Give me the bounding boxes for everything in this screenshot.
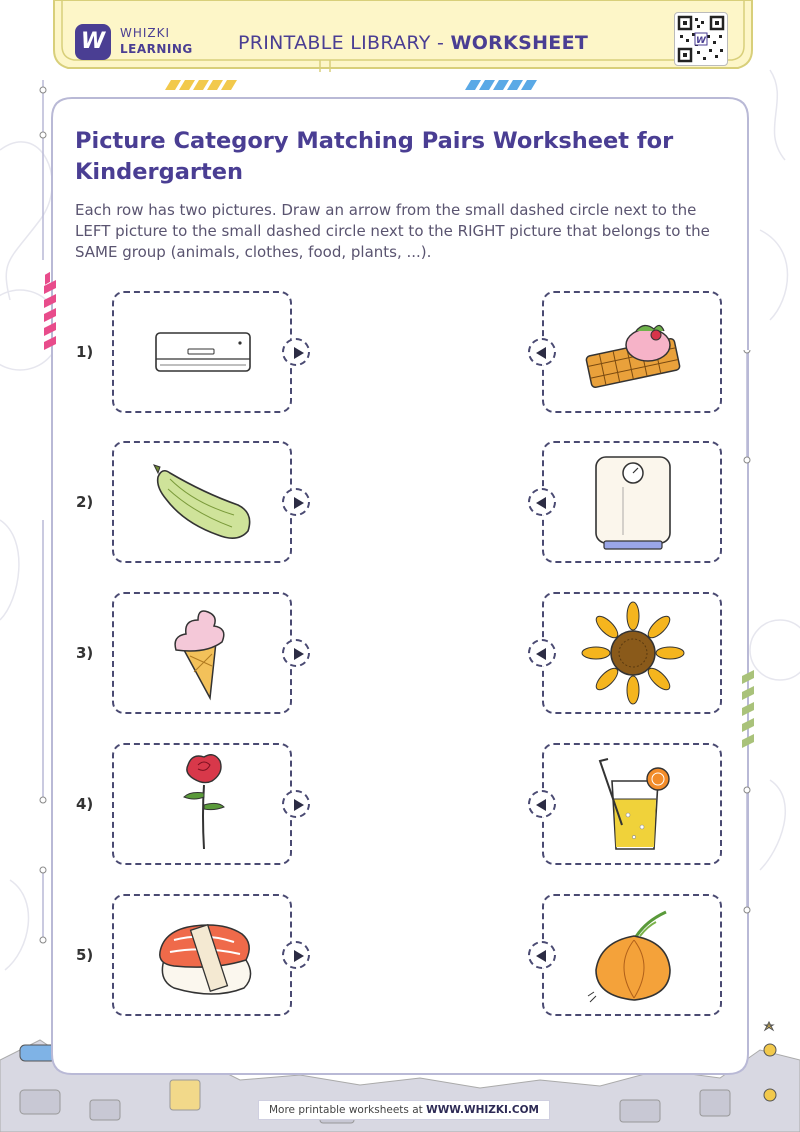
pink-stripes — [44, 280, 56, 350]
arrow-right-icon — [294, 347, 304, 359]
right-answer-circle[interactable] — [528, 790, 556, 818]
arrow-right-icon — [294, 799, 304, 811]
row-number: 1) — [76, 343, 94, 361]
right-picture-card — [542, 441, 722, 563]
arrow-right-icon — [294, 648, 304, 660]
left-answer-circle[interactable] — [282, 790, 310, 818]
brand-name-line1: WHIZKI — [120, 26, 171, 40]
whizki-logo-icon[interactable]: W — [75, 24, 111, 60]
header-title-bold: WORKSHEET — [450, 32, 589, 54]
right-answer-circle[interactable] — [528, 488, 556, 516]
air-conditioner-icon — [114, 293, 290, 411]
arrow-left-icon — [536, 950, 546, 962]
header-title — [238, 32, 588, 54]
arrow-right-icon — [294, 497, 304, 509]
right-picture-card — [542, 743, 722, 865]
footer-text: More printable worksheets at — [268, 1104, 427, 1116]
left-answer-circle[interactable] — [282, 338, 310, 366]
svg-text:W: W — [696, 36, 706, 46]
footer-url[interactable]: WWW.WHIZKI.COM — [426, 1104, 539, 1116]
sunflower-icon — [544, 594, 720, 712]
rose-icon — [114, 745, 290, 863]
left-side-rail — [36, 80, 50, 1080]
left-picture-card — [112, 441, 292, 563]
left-answer-circle[interactable] — [282, 941, 310, 969]
onion-icon — [544, 896, 720, 1014]
left-picture-card — [112, 291, 292, 413]
left-picture-card — [112, 894, 292, 1016]
lemonade-glass-icon — [544, 745, 720, 863]
footer-link[interactable] — [258, 1100, 550, 1120]
water-heater-icon — [544, 443, 720, 561]
arrow-left-icon — [536, 799, 546, 811]
arrow-left-icon — [536, 347, 546, 359]
right-answer-circle[interactable] — [528, 338, 556, 366]
ice-cream-cone-icon — [114, 594, 290, 712]
waffle-with-ice-cream-icon — [544, 293, 720, 411]
right-picture-card — [542, 592, 722, 714]
brand-name[interactable] — [120, 25, 193, 57]
left-answer-circle[interactable] — [282, 639, 310, 667]
arrow-left-icon — [536, 648, 546, 660]
right-answer-circle[interactable] — [528, 639, 556, 667]
row-number: 2) — [76, 493, 94, 511]
left-picture-card — [112, 743, 292, 865]
sushi-icon — [114, 896, 290, 1014]
row-number: 5) — [76, 946, 94, 964]
right-picture-card — [542, 291, 722, 413]
worksheet-instructions: Each row has two pictures. Draw an arrow from the small dashed circle next to the LEFT picture to the small dashed circle next to the RIGHT picture that belongs to the SAME group (animals, clothes, food, plants, ...). — [75, 201, 710, 261]
header-banner — [50, 0, 756, 74]
row-number: 3) — [76, 644, 94, 662]
right-picture-card — [542, 894, 722, 1016]
left-picture-card — [112, 592, 292, 714]
brand-name-line2: LEARNING — [120, 42, 193, 56]
blue-stripes — [465, 80, 545, 90]
yellow-stripes — [165, 80, 245, 90]
row-number: 4) — [76, 795, 94, 813]
zucchini-icon — [114, 443, 290, 561]
header-title-regular: PRINTABLE LIBRARY - — [238, 32, 451, 54]
arrow-left-icon — [536, 497, 546, 509]
worksheet-title: Picture Category Matching Pairs Worksheet for Kindergarten — [75, 128, 674, 185]
arrow-right-icon — [294, 950, 304, 962]
left-answer-circle[interactable] — [282, 488, 310, 516]
right-answer-circle[interactable] — [528, 941, 556, 969]
right-side-rail — [740, 350, 754, 950]
qr-code-icon[interactable] — [674, 12, 728, 66]
